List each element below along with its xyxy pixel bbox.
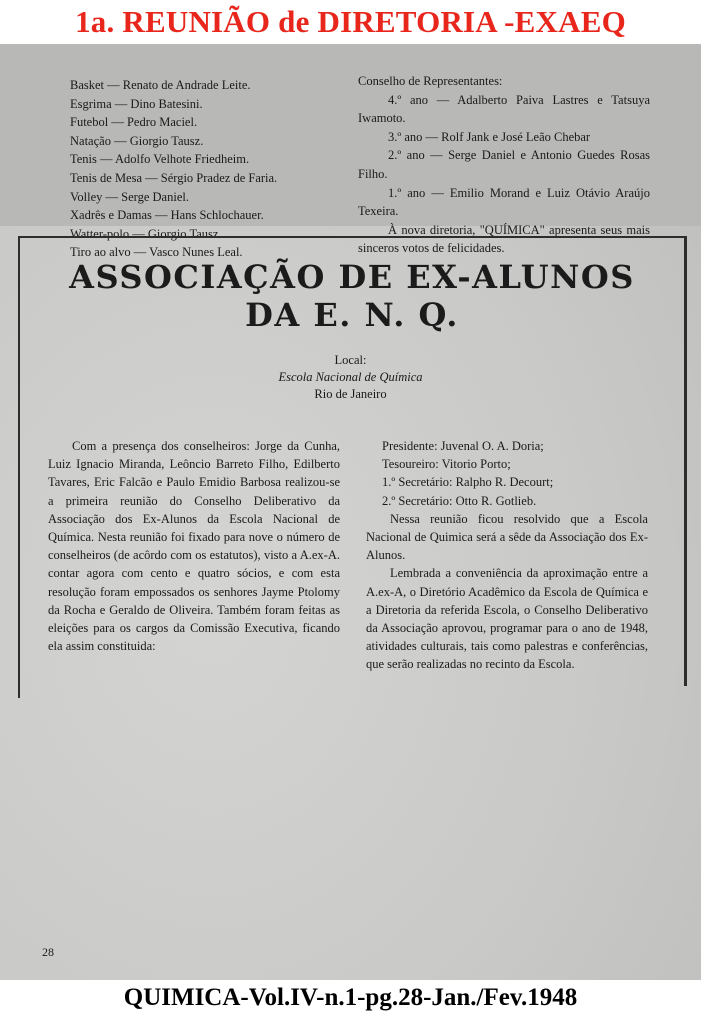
list-item: Futebol — Pedro Maciel.	[70, 115, 198, 130]
article-title-line2: DA E. N. Q.	[245, 296, 459, 334]
list-item: Xadrês e Damas — Hans Schlochauer.	[70, 208, 264, 223]
location-block	[0, 352, 701, 403]
list-item: Volley — Serge Daniel.	[70, 189, 189, 204]
list-item: Esgrima — Dino Batesini.	[70, 96, 203, 111]
location-label: Local:	[334, 353, 367, 367]
year2-line: 2.º ano — Serge Daniel e Antonio Guedes Rosas Filho.	[358, 148, 650, 181]
cultural-activities-paragraph: Lembrada a conveniência da aproximação entre a A.ex-A, o Diretório Acadêmico da Escola de Química e a Diretoria da referida Escola, o Conselho Deliberativo da Associação aprovou, programar para o ano de 1948, atividades culturais, tais como palestras e conferências, que serão realizadas no recinto da Escola.	[366, 566, 648, 672]
header-banner: 1a. REUNIÃO de DIRETORIA -EXAEQ	[0, 0, 701, 44]
representatives-column	[358, 72, 650, 258]
meeting-paragraph: Com a presença dos conselheiros: Jorge da Cunha, Luiz Ignacio Miranda, Leôncio Barreto Filho, Edilberto Tavares, Eric Falcão e Paulo Emidio Barbosa realizou-se a primeira reunião do Conselho Deliberativo da Associação dos Ex-Alunos da Escola Nacional de Química. Nesta reunião foi fixado para nove o número de conselheiros (de acôrdo com os estatutos), visto a A.ex-A. contar agora com cento e quatro sócios, e com esta resolução foram empossados os senhores Jayme Ptolomy da Rocha e Geraldo de Oliveira. Também foram feitas as eleições para os cargos da Comissão Executiva, ficando ela assim constituida:	[48, 439, 340, 654]
previous-article-section	[0, 36, 701, 260]
year3-line: 3.º ano — Rolf Jank e José Leão Chebar	[388, 129, 591, 144]
list-item: Tiro ao alvo — Vasco Nunes Leal.	[70, 245, 243, 260]
location-city: Rio de Janeiro	[314, 387, 387, 401]
list-item: Basket — Renato de Andrade Leite.	[70, 78, 251, 92]
list-item: Tenis — Adolfo Velhote Friedheim.	[70, 152, 250, 167]
headquarters-paragraph: Nessa reunião ficou resolvido que a Escola Nacional de Quimica será a sêde da Associação dos Ex-Alunos.	[366, 511, 648, 563]
year1-line: 1.º ano — Emilio Morand e Luiz Otávio Araújo Texeira.	[358, 185, 650, 219]
article-right-column	[366, 437, 648, 674]
list-item: Watter-polo — Giorgio Tausz.	[70, 226, 222, 241]
article-title	[20, 258, 684, 334]
officer-line: 2.º Secretário: Otto R. Gotlieb.	[382, 493, 537, 508]
article-frame-right-rule	[684, 236, 687, 686]
officer-line: 1.º Secretário: Ralpho R. Decourt;	[382, 475, 554, 490]
sports-directors-list	[70, 76, 350, 262]
article-title-line1: ASSOCIAÇÃO DE EX-ALUNOS	[69, 258, 635, 296]
officer-line: Presidente: Juvenal O. A. Doria;	[382, 439, 544, 453]
page-number: 28	[42, 945, 54, 959]
list-item: Natação — Giorgio Tausz.	[70, 133, 204, 148]
officer-line: Tesoureiro: Vitorio Porto;	[382, 457, 511, 472]
article-left-column	[48, 437, 340, 655]
year4-line: 4.º ano — Adalberto Paiva Lastres e Tatsuya Iwamoto.	[358, 92, 650, 126]
congratulations-line: À nova diretoria, "QUÍMICA" apresenta seus mais sinceros votos de felicidades.	[358, 222, 650, 256]
representatives-heading: Conselho de Representantes:	[358, 74, 503, 88]
footer-citation: QUIMICA-Vol.IV-n.1-pg.28-Jan./Fev.1948	[0, 980, 701, 1016]
list-item: Tenis de Mesa — Sérgio Pradez de Faria.	[70, 170, 278, 185]
location-institution: Escola Nacional de Química	[278, 370, 423, 384]
